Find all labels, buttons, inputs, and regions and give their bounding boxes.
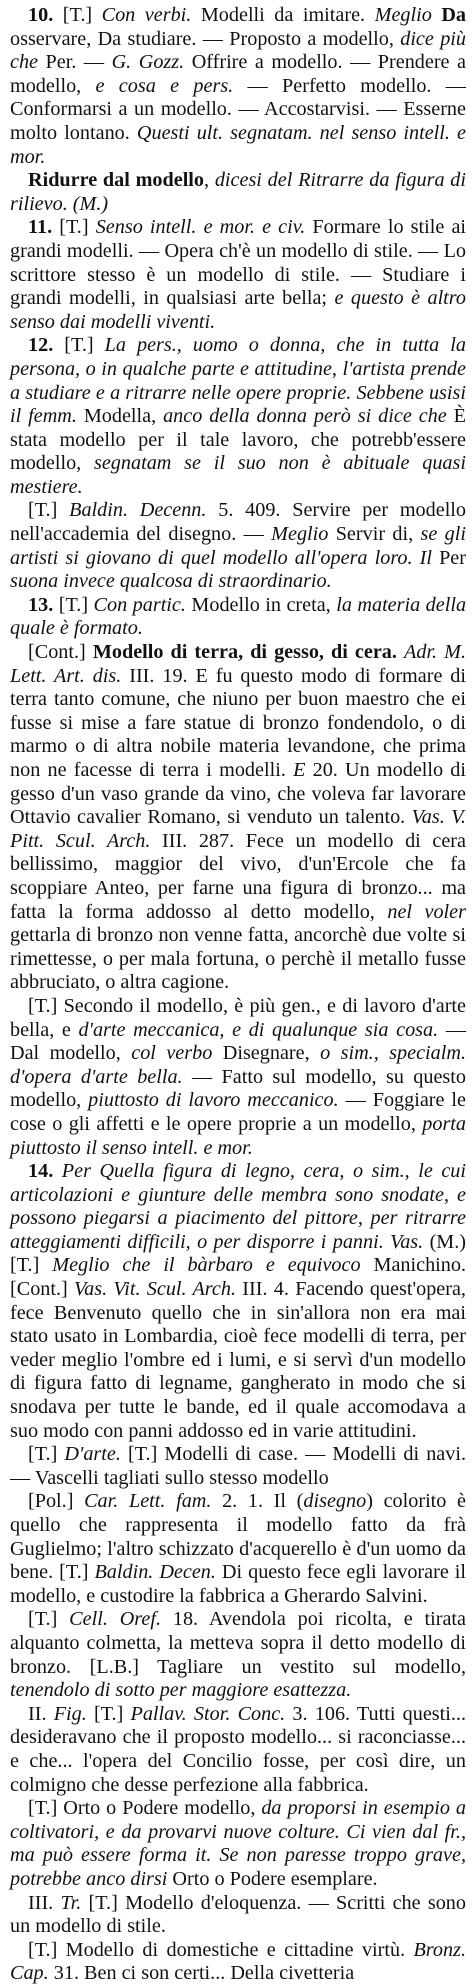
italic-gloss: la materia della quale è formato. (10, 593, 467, 640)
entry-marker: 12. (28, 334, 65, 357)
body-text: Formare lo stile ai grandi modelli. — Opera ch'è un modello di stile. — Lo scrittore stesso è un modello di stile. — Studiare i grandi modelli, in qualsiasi arte bella; (10, 216, 467, 310)
italic-gloss: anco della donna però si dice che (163, 405, 447, 428)
body-text: 2. 1. Il ( (211, 1490, 304, 1513)
body-text: [T.] Secondo il modello, è più gen., e di lavoro d'arte bella, e (10, 994, 466, 1041)
italic-gloss: Meglio che il bàrbaro e equivoco (52, 1254, 361, 1277)
italic-gloss: o sim., specialm. d'opera d'arte bella. (10, 1042, 466, 1088)
italic-gloss: Vas. V. Pitt. Scul. Arch. (10, 806, 466, 852)
italic-gloss: segnatam se il suo non è abituale quasi mestiere. (10, 452, 466, 498)
dictionary-paragraph (10, 995, 466, 1160)
body-text: [Pol.] (28, 1490, 85, 1513)
dictionary-paragraph (10, 169, 466, 216)
dictionary-paragraph (10, 1443, 466, 1490)
body-text: [T.] (64, 334, 105, 357)
italic-gloss: dice più che (10, 27, 466, 74)
body-text: osservare, Da studiare. — Proposto a modello, (10, 27, 401, 50)
body-text: [T.] (28, 1443, 65, 1466)
body-text: Di questo fece egli lavorare il modello, e custodire la fabbrica a Gherardo Salvini. (10, 1561, 466, 1607)
body-text: [T.] Modello di domestiche e cittadine virtù. (28, 1938, 414, 1961)
body-text: È stata modello per il tale lavoro, che potrebb'essere modello, (10, 405, 466, 475)
entry-marker: 14. (28, 1160, 62, 1183)
italic-gloss: tenendolo di sotto per maggiore esattezza. (10, 1679, 352, 1702)
body-text: III. 287. Fece un modello di cera bellissimo, maggior del vivo, d'un'Ercole che fa scoppiare Anteo, per farne una figura di bronzo... ma fatta la forma addosso al detto modello, (10, 829, 466, 923)
italic-gloss: Baldin. Decenn. (69, 499, 207, 522)
dictionary-paragraph (10, 1490, 466, 1608)
body-text: 20. Un modello di gesso d'un vaso grande da vino, che voleva far lavorare Ottavio cavalier Romano, si venduto un talento. (10, 759, 466, 829)
italic-gloss: suona invece qualcosa di straordinario. (10, 570, 332, 593)
dictionary-paragraph (10, 1703, 466, 1797)
italic-gloss: Questi ult. segnatam. nel senso intell. e mor. (10, 121, 466, 168)
entry-marker: Modello di terra, di gesso, di cera. (92, 641, 397, 664)
body-text: III. (28, 1891, 61, 1914)
italic-gloss: Con verbi. (101, 4, 192, 26)
body-text: Disegnare, (212, 1042, 321, 1065)
body-text: — Fatto sul modello, su questo modello, (10, 1065, 466, 1112)
entry-marker: 11. (28, 216, 60, 239)
dictionary-paragraph (10, 1608, 466, 1702)
body-text: [T.] (28, 1608, 70, 1631)
body-text: [T.] Modelli di case. — Modelli di navi. — Vascelli tagliati sullo stesso modello (10, 1443, 466, 1489)
body-text: Offrire a modello. — Prendere a modello, (10, 51, 466, 97)
italic-gloss: Vas. (390, 1230, 424, 1253)
body-text: II. (28, 1702, 54, 1725)
body-text: Per. — (38, 51, 112, 74)
italic-gloss: Cell. Oref. (69, 1608, 162, 1631)
italic-gloss: Baldin. Decen. (94, 1561, 216, 1584)
italic-gloss: D'arte. (64, 1443, 121, 1466)
entry-marker: 13. (28, 593, 59, 616)
body-text: gettarla di bronzo non venne fatta, ancorchè due volte si rimettesse, o per mala fortuna, o perchè il metallo fusse abbruciato, o altra cagione. (10, 924, 466, 994)
dictionary-paragraph (10, 216, 466, 334)
body-text: — Foggiare le cose o gli affetti e le opere proprie a un modello, (10, 1089, 466, 1135)
body-text: [T.] (28, 499, 70, 522)
italic-gloss: Meglio (374, 4, 432, 26)
italic-gloss: e cosa e pers. (95, 74, 234, 97)
entry-marker: Da (431, 4, 467, 26)
italic-gloss: col verbo (131, 1042, 213, 1065)
italic-gloss: G. Gozz. (111, 51, 185, 74)
body-text: [T.] (62, 4, 102, 26)
italic-gloss: Adr. M. Lett. Art. dis. (10, 641, 467, 687)
italic-gloss: Tr. (60, 1891, 82, 1914)
body-text: [T.] Modello d'eloquenza. — Scritti che sono un modello di stile. (10, 1891, 466, 1938)
dictionary-paragraph (10, 641, 466, 995)
body-text (397, 641, 404, 663)
italic-gloss: piuttosto di lavoro meccanico. (88, 1089, 339, 1112)
body-text: 5. 409. Servire per modello nell'accademia del disegno. — (10, 499, 467, 546)
italic-gloss: E (293, 759, 306, 781)
italic-gloss: Car. Lett. fam. (84, 1490, 212, 1513)
italic-gloss: porta piuttosto il senso intell. e mor. (10, 1112, 466, 1159)
body-text: [T.] (59, 216, 96, 239)
italic-gloss: d'arte meccanica, e di qualunque sia cosa. (78, 1018, 439, 1041)
italic-gloss: Meglio (271, 523, 329, 546)
italic-gloss: Vas. Vit. Scul. Arch. (74, 1278, 237, 1301)
body-text: Per (431, 546, 466, 569)
body-text: ) colorito è quello che rappresenta il modello fatto da frà Guglielmo; l'altro schizzato d'acquerello è d'un uomo da bene. [T.] (10, 1490, 466, 1584)
dictionary-paragraph (10, 1939, 466, 1986)
body-text: Modello in creta, (185, 593, 337, 616)
body-text: Manichino. [Cont.] (10, 1254, 467, 1301)
body-text: III. 19. E fu questo modo di formare di terra tanto comune, che niuno per buon maestro che ei fusse si mise a fare statue di bronzo fondendolo, o di marmo o di altra nobile materia levandone, che prima non ne facesse di terra i modelli. (10, 664, 466, 781)
italic-gloss: Senso intell. e mor. e civ. (95, 216, 306, 239)
italic-gloss: Bronz. Cap. (10, 1938, 466, 1985)
body-text: [T.] (86, 1702, 131, 1725)
italic-gloss: Per Quella figura di legno, cera, o sim., le cui articolazioni e giunture delle membra sono snodate, e possono piegarsi a piacimento del pittore, per ritrarre atteggiamenti difficili, o per disporre i panni. (10, 1160, 467, 1253)
body-text: Servir di, (328, 523, 421, 546)
entry-marker: Ridurre dal modello (28, 169, 205, 192)
body-text: — Dal modello, (10, 1018, 466, 1065)
italic-gloss: da proporsi in esempio a coltivatori, e da provarvi nuove colture. Ci vien dal fr., ma può essere forma it. Se non paresse troppo grave, potrebbe anco dirsi (10, 1797, 466, 1890)
dictionary-paragraph (10, 594, 466, 641)
dictionary-paragraph (10, 499, 466, 593)
entry-marker: 10. (28, 4, 63, 26)
italic-gloss: Pallav. Stor. Conc. (130, 1702, 286, 1725)
dictionary-paragraph (10, 1797, 466, 1891)
body-text: — Perfetto modello. — Conformarsi a un modello. — Accostarvisi. — Esserne molto lontano. (10, 74, 466, 144)
dictionary-paragraph (10, 4, 466, 169)
italic-gloss: Con partic. (93, 593, 186, 616)
italic-gloss: Fig. (53, 1702, 87, 1725)
body-text: Modella, (76, 405, 164, 428)
italic-gloss: e questo è altro senso dai modelli viventi. (10, 287, 466, 333)
body-text: 18. Avendola poi ricolta, e tirata alquanto colmetta, la metteva sopra il detto modello di bronzo. [L.B.] Tagliare un vestito sul modello, (10, 1608, 466, 1678)
dictionary-paragraph (10, 334, 466, 499)
body-text: 31. Ben ci son certi... Della civetteria (48, 1962, 355, 1985)
body-text: [T.] (58, 593, 94, 616)
body-text: , (204, 169, 215, 192)
italic-gloss: nel voler (387, 900, 466, 923)
italic-gloss: dicesi del Ritrarre da figura di rilievo. (M.) (10, 169, 467, 215)
body-text: [Cont.] (28, 641, 93, 664)
dictionary-paragraph (10, 1892, 466, 1939)
body-text: [T.] Orto o Podere modello, (28, 1797, 262, 1820)
body-text: Orto o Podere esemplare. (167, 1867, 378, 1890)
body-text: III. 4. Facendo quest'opera, fece Benvenuto quello che in sin'allora non era mai stato usato in Lombardia, cioè fece modelli di terra, per veder meglio l'ombre ed i lumi, e si servì d'un modello di figura fatto di legname, gangherato in modo che si snodava per tutte le bande, ed il quale accomodava a suo modo con panni addosso ed in varie attitudini. (10, 1278, 466, 1442)
dictionary-paragraph (10, 1160, 466, 1443)
italic-gloss: disegno (303, 1490, 367, 1513)
body-text: 3. 106. Tutti questi... desideravano che il proposto modello... si raconciasse... e che... l'opera del Concilio fosse, per così dire, un colmigno che desse perfezione alla fabbrica. (10, 1702, 466, 1796)
body-text: Modelli da imitare. (191, 4, 375, 26)
italic-gloss: La pers., uomo o donna, che in tutta la persona, o in qualche parte e attitudine, l'artista prende a studiare e a ritrarre nelle opere proprie. Sebbene usisi il femm. (10, 334, 466, 428)
body-text: (M.) [T.] (10, 1230, 467, 1277)
italic-gloss: se gli artisti si giovano di quel modello all'opera loro. Il (10, 523, 466, 569)
